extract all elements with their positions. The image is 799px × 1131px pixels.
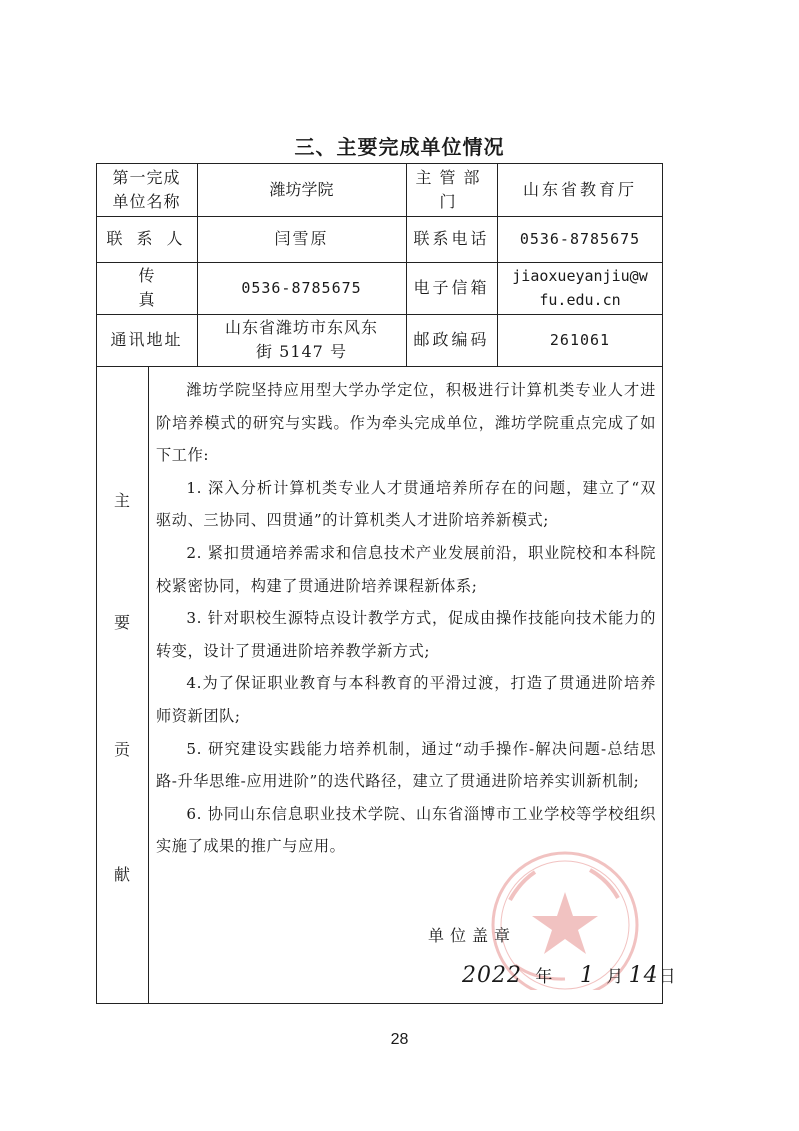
contribution-paragraph: 6. 协同山东信息职业技术学院、山东省淄博市工业学校等学校组织实施了成果的推广与应用。 [156,804,656,856]
date-day: 14 [628,963,659,988]
contact-label: 联系人 [106,229,197,248]
section-title: 三、主要完成单位情况 [294,135,505,159]
side-label-char: 要 [113,613,130,632]
supervisor-value: 山东省教育厅 [522,179,637,199]
page-number: 28 [390,1031,409,1048]
contact-value: 闫雪原 [274,229,329,248]
date-year: 2022 [462,963,522,988]
side-label-char: 主 [113,491,130,510]
email-value [497,262,663,314]
sign-date [462,962,676,988]
first-unit-label-line1: 第一完成 [112,167,181,187]
phone-value: 0536-8785675 [519,230,641,248]
first-unit-value: 潍坊学院 [269,179,334,199]
contributions-text [156,374,656,863]
postcode-label: 邮政编码 [413,330,490,349]
fax-label: 传真 [138,266,185,309]
date-month: 1 [579,963,595,988]
contribution-paragraph: 3. 针对职校生源特点设计教学方式，促成由操作技能向技术能力的转变，设计了贯通进阶培养教学新方式; [156,609,656,660]
supervisor-label: 主管部门 [415,167,488,211]
first-unit-label [96,163,197,216]
date-month-unit: 月 [606,967,624,987]
contribution-paragraph: 4.为了保证职业教育与本科教育的平滑过渡，打造了贯通进阶培养师资新团队; [156,674,656,725]
email-value-line2: fu.edu.cn [539,291,621,309]
contribution-paragraph: 1. 深入分析计算机类专业人才贯通培养所存在的问题，建立了“双驱动、三协同、四贯通”的计算机类人才进阶培养新模式; [156,478,656,530]
first-unit-label-line2: 单位名称 [112,191,181,211]
unit-seal-label: 单位盖章 [428,926,517,945]
fax-value: 0536-8785675 [241,279,362,297]
date-day-unit: 日 [658,967,676,987]
email-label: 电子信箱 [413,278,490,297]
contribution-paragraph: 2. 紧扣贯通培养需求和信息技术产业发展前沿，职业院校和本科院校紧密协同，构建了贯通进阶培养课程新体系; [156,543,656,595]
email-value-line1: jiaoxueyanjiu@w [512,267,648,285]
contribution-paragraph: 5. 研究建设实践能力培养机制，通过“动手操作-解决问题-总结思路-升华思维-应用进阶”的迭代路径，建立了贯通进阶培养实训新机制; [156,739,656,791]
phone-label: 联系电话 [413,229,490,248]
side-label-char: 贡 [113,740,130,759]
postcode-value: 261061 [549,331,611,349]
date-year-unit: 年 [535,967,553,987]
side-label-char: 献 [113,865,130,884]
address-value-line1: 山东省潍坊市东风东 [224,318,378,337]
address-label: 通讯地址 [110,330,183,349]
table-divider [148,366,149,1004]
address-value [197,314,406,366]
table-divider [96,366,663,367]
address-value-line2: 街 5147 号 [256,342,347,361]
contribution-paragraph: 潍坊学院坚持应用型大学办学定位，积极进行计算机类专业人才进阶培养模式的研究与实践。作为牵头完成单位，潍坊学院重点完成了如下工作: [156,381,656,465]
